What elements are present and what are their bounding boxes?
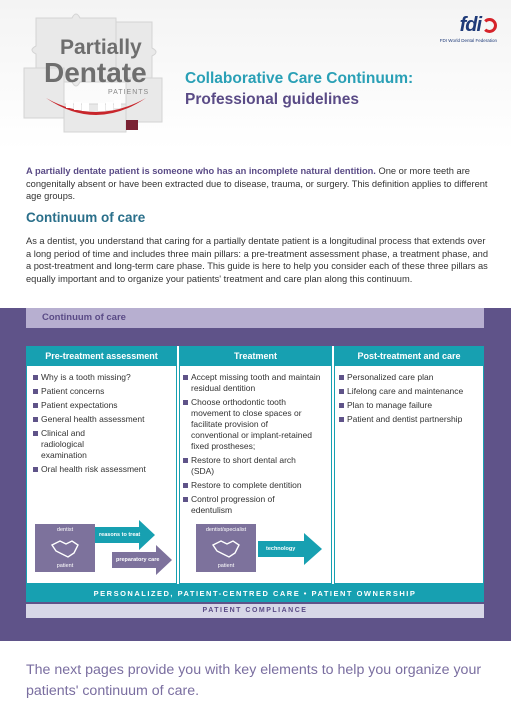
- list-item: Patient expectations: [33, 400, 173, 411]
- list-item: General health assessment: [33, 414, 173, 425]
- handshake-icon: [211, 537, 241, 559]
- list-item: Restore to short dental arch (SDA): [183, 455, 303, 477]
- list-item: Accept missing tooth and maintain residual dentition: [183, 372, 328, 394]
- intro-paragraph: [26, 165, 488, 203]
- column-heading-pretreatment: Pre-treatment assessment: [26, 346, 177, 366]
- patient-compliance-bar: PATIENT COMPLIANCE: [26, 604, 484, 618]
- personalized-care-bar: PERSONALIZED, PATIENT-CENTRED CARE • PATIENT OWNERSHIP: [26, 584, 484, 602]
- specialist-patient-box: dentist/specialist patient: [196, 524, 256, 572]
- section-paragraph: As a dentist, you understand that caring for a partially dentate patient is a longitudinal process that extends over a long period of time and includes three main pillars: a pre-treatment assessment phase, a treatment phase, and a post-treatment and long-term care phase. This guide is here to help you consider each of these three pillars as equally important and to organize your patients' treatment and care plan along this continuum.: [26, 236, 489, 284]
- handshake-icon: [50, 537, 80, 559]
- list-item: Control progression of edentulism: [183, 494, 293, 516]
- treatment-list: [183, 372, 328, 519]
- intro-definition: A partially dentate patient is someone who has an incomplete natural dentition.: [26, 166, 376, 176]
- svg-text:PATIENTS: PATIENTS: [108, 89, 150, 96]
- fdi-mark-icon: [482, 18, 497, 33]
- title-line-2: Professional guidelines: [185, 91, 359, 108]
- intro-rest: One or more teeth are congenitally absent or have been extracted due to disease, trauma, or surgery. This definition applies to different age groups.: [26, 166, 488, 201]
- posttreatment-list: [339, 372, 481, 428]
- partially-dentate-logo: [16, 8, 174, 138]
- footer-text: The next pages provide you with key elements to help you organize your patients' continuum of care.: [26, 662, 482, 699]
- section-heading: Continuum of care: [26, 210, 146, 225]
- panel-tab: Continuum of care: [26, 308, 484, 328]
- fdi-logo: fdi FDI World Dental Federation: [439, 14, 497, 43]
- page-title: [185, 68, 413, 110]
- column-heading-posttreatment: Post-treatment and care: [334, 346, 484, 366]
- title-line-1: Collaborative Care Continuum:: [185, 70, 414, 87]
- list-item: Why is a tooth missing?: [33, 372, 173, 383]
- list-item: Plan to manage failure: [339, 400, 481, 411]
- column-heading-treatment: Treatment: [179, 346, 332, 366]
- dentist-patient-box: dentist patient: [35, 524, 95, 572]
- list-item: Clinical and radiological examination: [33, 428, 123, 461]
- svg-text:Partially: Partially: [60, 36, 142, 59]
- list-item: Patient concerns: [33, 386, 173, 397]
- svg-text:Dentate: Dentate: [44, 57, 147, 88]
- pretreatment-list: [33, 372, 173, 478]
- list-item: Oral health risk assessment: [33, 464, 173, 475]
- list-item: Restore to complete dentition: [183, 480, 328, 491]
- list-item: Choose orthodontic tooth movement to close spaces or facilitate provision of conventional or implant-retained fixed prostheses;: [183, 397, 315, 452]
- list-item: Lifelong care and maintenance: [339, 386, 481, 397]
- list-item: Patient and dentist partnership: [339, 414, 481, 425]
- list-item: Personalized care plan: [339, 372, 481, 383]
